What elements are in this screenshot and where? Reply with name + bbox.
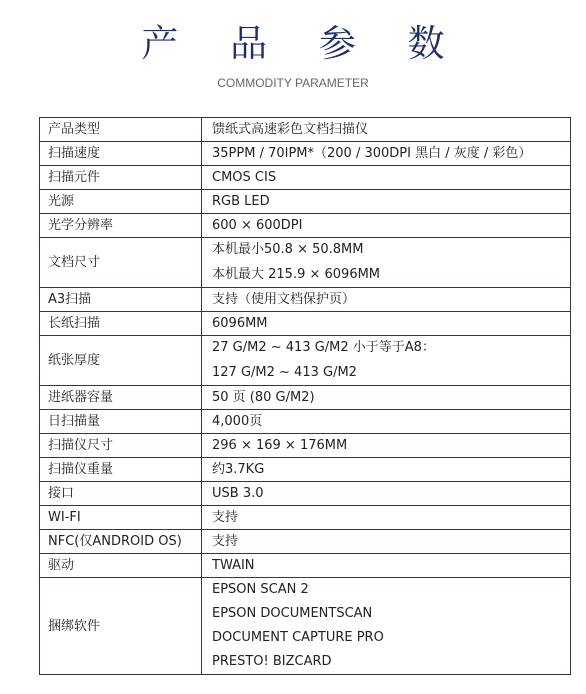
spec-value-line: 本机最小50.8 × 50.8MM [212,242,364,257]
table-row [40,166,571,190]
table-row [40,288,571,312]
table-row [40,118,571,142]
spec-value: TWAIN [202,554,571,578]
page-subtitle: COMMODITY PARAMETER [217,76,369,90]
spec-value: 50 页 (80 G/M2) [202,386,571,410]
spec-value [202,238,571,288]
spec-value-line: EPSON SCAN 2 [212,582,309,597]
spec-value: USB 3.0 [202,482,571,506]
spec-value: 4,000页 [202,410,571,434]
spec-value-line: 27 G/M2 ~ 413 G/M2 小于等于A8： [212,340,435,355]
spec-label: 产品类型 [40,118,202,142]
spec-value-line: PRESTO! BIZCARD [212,654,332,669]
spec-label: 日扫描量 [40,410,202,434]
table-row [40,190,571,214]
spec-value [202,336,571,386]
table-row [40,530,571,554]
spec-value: 支持 [202,530,571,554]
spec-label: 光学分辨率 [40,214,202,238]
spec-value: RGB LED [202,190,571,214]
spec-label: 光源 [40,190,202,214]
spec-label: 接口 [40,482,202,506]
table-row [40,238,571,288]
table-row [40,142,571,166]
spec-label: 长纸扫描 [40,312,202,336]
spec-value: 馈纸式高速彩色文档扫描仪 [202,118,571,142]
spec-value: CMOS CIS [202,166,571,190]
spec-value: 600 × 600DPI [202,214,571,238]
spec-value: 支持 [202,506,571,530]
spec-label: 纸张厚度 [40,336,202,386]
table-row [40,214,571,238]
spec-label: 驱动 [40,554,202,578]
spec-label: 扫描仪重量 [40,458,202,482]
spec-value-line: EPSON DOCUMENTSCAN [212,606,373,621]
spec-label: 进纸器容量 [40,386,202,410]
table-row [40,336,571,386]
spec-label: 文档尺寸 [40,238,202,288]
table-row [40,386,571,410]
spec-label: NFC(仅ANDROID OS) [40,530,202,554]
spec-label: 捆绑软件 [40,578,202,675]
spec-value [202,578,571,675]
spec-table [39,117,571,675]
spec-label: 扫描元件 [40,166,202,190]
spec-value: 6096MM [202,312,571,336]
spec-value-line: DOCUMENT CAPTURE PRO [212,630,384,645]
table-row [40,410,571,434]
spec-label: WI-FI [40,506,202,530]
page-title: 产 品 参 数 [141,22,465,65]
table-row [40,506,571,530]
table-row [40,434,571,458]
spec-label: 扫描仪尺寸 [40,434,202,458]
table-row [40,482,571,506]
table-row [40,312,571,336]
spec-value: 296 × 169 × 176MM [202,434,571,458]
spec-value: 35PPM / 70IPM*（200 / 300DPI 黑白 / 灰度 / 彩色） [202,142,571,166]
spec-table-body [40,118,571,675]
spec-value-line: 127 G/M2 ~ 413 G/M2 [212,364,357,380]
table-row [40,554,571,578]
spec-label: 扫描速度 [40,142,202,166]
table-row [40,578,571,675]
spec-value-line: 本机最大 215.9 × 6096MM [212,266,381,282]
spec-label: A3扫描 [40,288,202,312]
spec-value: 约3.7KG [202,458,571,482]
spec-value: 支持（使用文档保护页） [202,288,571,312]
table-row [40,458,571,482]
